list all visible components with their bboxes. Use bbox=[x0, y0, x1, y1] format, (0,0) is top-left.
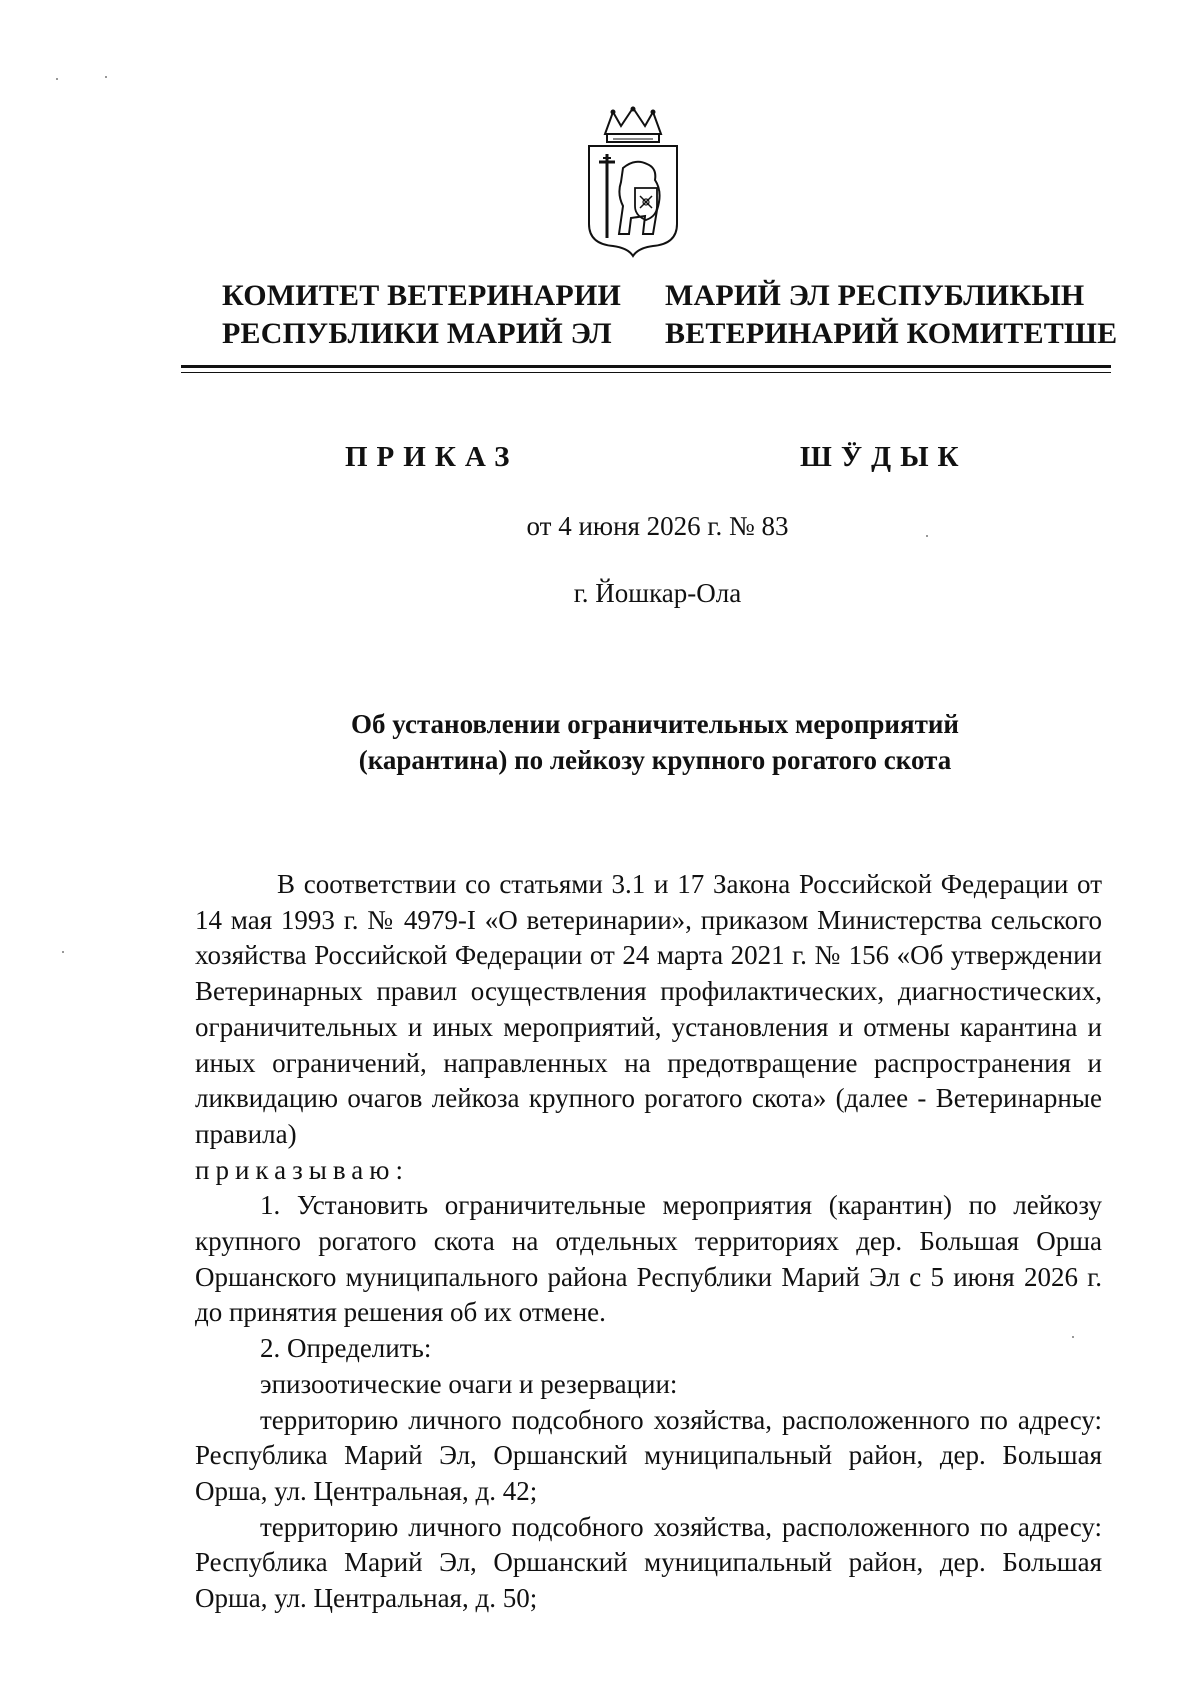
document-type-russian: ПРИКАЗ bbox=[345, 441, 519, 473]
header-divider-thick bbox=[181, 365, 1111, 368]
org-right-line-2: ВЕТЕРИНАРИЙ КОМИТЕТШЕ bbox=[665, 317, 1118, 350]
document-type-mari: ШӰДЫК bbox=[800, 441, 968, 473]
foci-item-2: территорию личного подсобного хозяйства, расположенного по адресу: Республика Марий Эл, Оршанский муниципальный район, дер. Большая Орша, ул. Центральная, д. 50; bbox=[195, 1511, 1102, 1614]
item-1-paragraph: 1. Установить ограничительные мероприятия (карантин) по лейкозу крупного рогатого скота на отдельных территориях дер. Большая Орша Оршанского муниципального района Республики Марий Эл с 5 июня 2026 г. до принятия решения об их отмене. bbox=[195, 1190, 1102, 1328]
document-title bbox=[250, 706, 1060, 778]
header-divider-thin bbox=[181, 372, 1111, 373]
order-word: приказываю: bbox=[195, 1154, 409, 1185]
organization-name-russian bbox=[222, 277, 621, 353]
foci-item-1: территорию личного подсобного хозяйства, расположенного по адресу: Республика Марий Эл, Оршанский муниципальный район, дер. Большая Орша, ул. Центральная, д. 42; bbox=[195, 1404, 1102, 1506]
title-line-1: Об установлении ограничительных мероприятий bbox=[351, 709, 959, 739]
coat-of-arms-icon bbox=[583, 106, 683, 276]
document-date-number: от 4 июня 2026 г. № 83 bbox=[526, 511, 789, 541]
org-left-line-2: РЕСПУБЛИКИ МАРИЙ ЭЛ bbox=[222, 317, 612, 350]
scan-speck bbox=[56, 78, 58, 80]
scan-speck bbox=[105, 76, 107, 78]
scan-speck bbox=[926, 535, 928, 537]
item-2-paragraph: 2. Определить: bbox=[260, 1333, 432, 1364]
foci-heading: эпизоотические очаги и резервации: bbox=[260, 1368, 678, 1399]
organization-name-mari bbox=[665, 277, 1117, 353]
org-right-line-1: МАРИЙ ЭЛ РЕСПУБЛИКЫН bbox=[665, 279, 1085, 312]
preamble-paragraph: В соответствии со статьями 3.1 и 17 Закона Российской Федерации от 14 мая 1993 г. № 4979-I «О ветеринарии», приказом Министерства сельского хозяйства Российской Федерации от 24 марта 2021 г. № 156 «Об утверждении Ветеринарных правил осуществления профилактических, диагностических, ограничительных и иных мероприятий, установления и отмены карантина и иных ограничений, направленных на предотвращение распространения и ликвидацию очагов лейкоза крупного рогатого скота» (далее - Ветеринарные правила) bbox=[195, 869, 1102, 1149]
scan-speck bbox=[62, 951, 64, 953]
scan-speck bbox=[1072, 1336, 1074, 1338]
org-left-line-1: КОМИТЕТ ВЕТЕРИНАРИИ bbox=[222, 279, 622, 312]
document-city: г. Йошкар-Ола bbox=[573, 578, 742, 608]
document-body bbox=[195, 867, 1102, 1617]
title-line-2: (карантина) по лейкозу крупного рогатого скота bbox=[358, 745, 952, 775]
